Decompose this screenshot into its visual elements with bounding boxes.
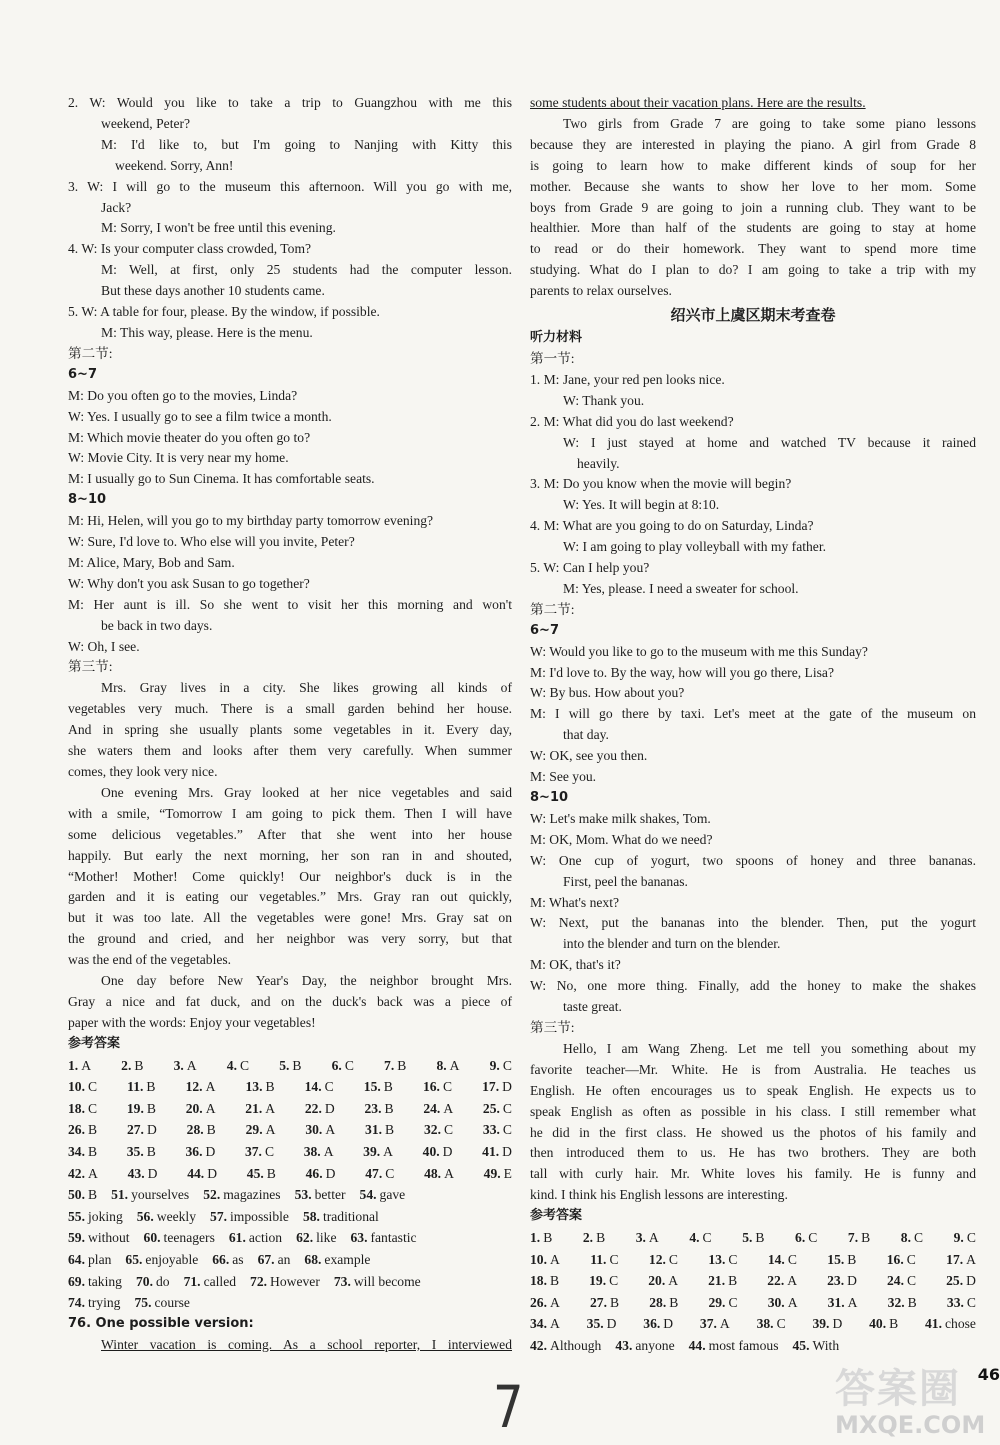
text-line: that day. <box>563 727 609 743</box>
answer-item: 7. B <box>384 1057 407 1073</box>
answer-item: 74. trying <box>68 1295 121 1311</box>
answer-item: 57. impossible <box>210 1208 289 1224</box>
answer-item: 26. B <box>68 1122 98 1138</box>
answer-item: 71. called <box>183 1273 237 1289</box>
text-line: Jack? <box>101 199 132 215</box>
text-line: Hello, I am Wang Zheng. Let me tell you something about my <box>563 1040 976 1056</box>
text-line: M: Do you often go to the movies, Linda? <box>68 387 298 403</box>
text-line: One evening Mrs. Gray looked at her nice vegetables and said <box>101 784 512 800</box>
answer-item: 58. traditional <box>302 1208 379 1224</box>
answer-row <box>530 1313 976 1335</box>
answer-item: 2. B <box>121 1057 144 1073</box>
answer-item: 24. C <box>887 1273 917 1289</box>
answer-item: 15. B <box>363 1079 393 1095</box>
essay-continuation <box>530 93 976 302</box>
answer-item: 9. C <box>953 1230 976 1246</box>
text-line: speak English as often as possible in his class. I still remember what <box>530 1103 976 1119</box>
text-line: mother. Because she wants to show her love to her mom. Some <box>530 178 976 194</box>
answer-row <box>68 1076 512 1098</box>
text-line: taste great. <box>563 999 622 1015</box>
answer-item: 31. B <box>365 1122 395 1138</box>
text-line: M: Alice, Mary, Bob and Sam. <box>68 554 235 570</box>
text-line: favorite teacher—Mr. White. He is from Australia. He teaches us <box>530 1061 976 1077</box>
answer-item: 28. B <box>186 1122 216 1138</box>
text-line: is going to learn how to make different kinds of soup for her <box>530 157 976 173</box>
text-line: parents to relax ourselves. <box>530 283 672 299</box>
text-line: weekend, Peter? <box>101 115 191 131</box>
text-line: W: By bus. How about you? <box>530 685 685 701</box>
text-line: Winter vacation is coming. As a school reporter, I interviewed <box>101 1336 512 1352</box>
text-line: comes, they look very nice. <box>68 764 218 779</box>
text-line: some students about their vacation plans. Here are the results. <box>530 95 866 110</box>
listening-material <box>530 328 976 1227</box>
right-column <box>530 93 976 1357</box>
text-line: M: OK, Mom. What do we need? <box>530 831 713 847</box>
answer-item: 1. B <box>530 1230 553 1246</box>
text-line: W: Why don't you ask Susan to go together? <box>68 575 310 591</box>
answer-item: 13. B <box>245 1079 275 1095</box>
text-line: W: I am going to play volleyball with my father. <box>563 539 827 555</box>
answer-item: 5. B <box>279 1057 302 1073</box>
answer-item: 1. A <box>68 1057 92 1073</box>
text-line: M: Her aunt is ill. So she went to visit her this morning and won't <box>68 596 512 612</box>
answer-row <box>68 1271 512 1293</box>
text-line: 第二节: <box>530 601 575 617</box>
answer-item: 17. A <box>946 1251 976 1267</box>
answer-item: 32. C <box>423 1122 454 1138</box>
answer-item: 23. B <box>364 1100 394 1116</box>
text-line: 5. W: Can I help you? <box>530 560 650 576</box>
text-line: paper with the words: Enjoy your vegetables! <box>68 1014 316 1030</box>
answer-item: 16. C <box>886 1251 916 1267</box>
text-line: kind. I think his English lessons are interesting. <box>530 1187 788 1203</box>
left-answer-key <box>68 1055 512 1314</box>
text-line: be back in two days. <box>101 617 213 633</box>
text-line: he did in the first class. He showed us the photos of his family and <box>530 1124 976 1140</box>
text-line: M: Yes, please. I need a sweater for school. <box>563 580 799 596</box>
text-line: the ground and cried, and her neighbor was very sorry, but that <box>68 931 512 947</box>
answer-item: 43. D <box>127 1165 158 1181</box>
text-line: Mrs. Gray lives in a city. She likes growing all kinds of <box>101 680 512 696</box>
text-line: boys from Grade 9 are going to join a running club. They want to be <box>530 199 976 215</box>
answer-item: 21. B <box>708 1273 738 1289</box>
answer-item: 54. gave <box>359 1187 406 1203</box>
answer-item: 37. A <box>699 1316 730 1332</box>
text-line: heavily. <box>577 455 620 471</box>
text-line: M: Well, at first, only 25 students had the computer lesson. <box>101 262 512 278</box>
answer-item: 44. D <box>187 1165 218 1181</box>
answer-item: 72. However <box>250 1273 320 1289</box>
text-line: Two girls from Grade 7 are going to take some piano lessons <box>563 115 976 131</box>
text-line: 76. One possible version: <box>68 1315 254 1331</box>
text-line: 5. W: A table for four, please. By the window, if possible. <box>68 304 380 320</box>
answer-item: 65. enjoyable <box>125 1252 199 1268</box>
text-line: 听力材料 <box>530 330 583 346</box>
answer-item: 56. weekly <box>136 1208 197 1224</box>
page-number: 46 <box>977 1365 1000 1384</box>
answer-row <box>68 1098 512 1120</box>
answer-item: 11. B <box>127 1079 156 1095</box>
text-line: was the end of the vegetables. <box>68 952 232 968</box>
answer-item: 9. C <box>489 1057 512 1073</box>
answer-item: 43. anyone <box>615 1338 675 1353</box>
answer-row <box>530 1335 976 1357</box>
answer-item: 14. C <box>767 1251 797 1267</box>
text-line: W: Thank you. <box>563 392 645 408</box>
text-line: 3. M: Do you know when the movie will begin? <box>530 476 792 492</box>
answer-item: 73. will become <box>333 1273 421 1289</box>
text-line: some delicious vegetables.” After that she went into her house <box>68 826 512 842</box>
answer-item: 18. B <box>530 1273 560 1289</box>
answer-item: 36. D <box>185 1144 216 1160</box>
answer-row <box>530 1292 976 1314</box>
text-line: 8~10 <box>530 790 569 805</box>
answer-item: 26. A <box>530 1294 560 1310</box>
answer-row <box>530 1227 976 1249</box>
answer-item: 13. C <box>708 1251 738 1267</box>
text-line: then introduced them to us. He has two brothers. They are both <box>530 1145 976 1161</box>
text-line: First, peel the bananas. <box>563 873 688 889</box>
answer-item: 15. B <box>827 1251 857 1267</box>
text-line: W: OK, see you then. <box>530 748 648 764</box>
text-line: M: I will go there by taxi. Let's meet at the gate of the museum on <box>530 706 976 722</box>
answer-item: 40. D <box>422 1144 453 1160</box>
answer-item: 33. C <box>482 1122 512 1138</box>
text-line: 2. M: What did you do last weekend? <box>530 413 734 429</box>
answer-row <box>68 1163 512 1185</box>
text-line: 1. M: Jane, your red pen looks nice. <box>530 371 725 387</box>
text-line: M: Sorry, I won't be free until this evening. <box>101 220 336 236</box>
text-line: 2. W: Would you like to take a trip to Guangzhou with me this <box>68 95 512 110</box>
answer-item: 8. C <box>900 1230 924 1246</box>
answer-item: 38. C <box>756 1316 786 1332</box>
answer-item: 11. C <box>590 1251 619 1267</box>
answer-item: 18. C <box>68 1100 98 1116</box>
answer-item: 63. fantastic <box>350 1230 417 1246</box>
answer-item: 29. A <box>245 1122 276 1138</box>
watermark-text: 答案圈 <box>835 1366 961 1412</box>
answer-item: 4. C <box>226 1057 250 1073</box>
text-line: 6~7 <box>530 622 559 638</box>
answer-item: 10. A <box>530 1251 560 1267</box>
answer-item: 22. A <box>767 1273 798 1289</box>
handwritten-mark: 7 <box>493 1374 524 1442</box>
answer-item: 51. yourselves <box>111 1187 190 1203</box>
text-line: tall with curly hair. Mr. White loves his family. He is funny and <box>530 1166 976 1182</box>
answer-item: 70. do <box>135 1273 170 1289</box>
text-line: 3. W: I will go to the museum this afternoon. Will you go with me, <box>68 178 512 194</box>
answer-item: 44. most famous <box>688 1338 779 1353</box>
answer-item: 48. A <box>424 1165 454 1181</box>
answer-item: 3. A <box>173 1057 197 1073</box>
answer-row <box>68 1227 512 1249</box>
answer-item: 19. C <box>589 1273 619 1289</box>
answer-item: 40. B <box>869 1316 899 1332</box>
answer-item: 45. B <box>246 1165 276 1181</box>
text-line: 第一节: <box>530 350 575 366</box>
answer-item: 62. like <box>296 1230 337 1246</box>
answer-item: 34. B <box>68 1144 98 1160</box>
answer-item: 47. C <box>365 1165 395 1181</box>
answer-item: 19. B <box>126 1100 156 1116</box>
text-line: M: I usually go to Sun Cinema. It has comfortable seats. <box>68 471 375 487</box>
answer-item: 39. D <box>812 1316 843 1332</box>
text-line: weekend. Sorry, Ann! <box>115 157 234 173</box>
text-line: to read or do their homework. They want to spend more time <box>530 241 976 257</box>
text-line: 4. M: What are you going to do on Saturday, Linda? <box>530 518 814 534</box>
answer-item: 41. D <box>482 1144 512 1160</box>
text-line: 第二节: <box>68 345 113 361</box>
answer-item: 53. better <box>294 1187 346 1203</box>
text-line: but it was too late. All the vegetables were gone! Mrs. Gray sat on <box>68 910 512 926</box>
watermark-logo <box>835 1357 1000 1445</box>
text-line: because they are interested in playing the piano. A girl from Grade 8 <box>530 136 976 152</box>
answer-item: 12. A <box>185 1079 216 1095</box>
answer-item: 2. B <box>582 1230 606 1246</box>
answer-row <box>68 1249 512 1271</box>
answer-item: 20. A <box>648 1273 679 1289</box>
answer-item: 30. A <box>767 1294 798 1310</box>
answer-item: 24. A <box>423 1100 454 1116</box>
text-line: 第三节: <box>530 1019 575 1035</box>
answer-item: 27. B <box>589 1294 620 1310</box>
answer-item: 20. A <box>185 1100 216 1116</box>
text-line: M: OK, that's it? <box>530 957 621 973</box>
answer-item: 42. A <box>68 1165 98 1181</box>
text-line: W: Yes. I usually go to see a film twice a month. <box>68 408 332 424</box>
answer-item: 17. D <box>482 1079 512 1095</box>
text-line: M: See you. <box>530 769 597 785</box>
answer-row <box>68 1184 512 1206</box>
answer-item: 30. A <box>305 1122 336 1138</box>
text-line: English. He often encourages us to speak English. He expects us to <box>530 1082 976 1098</box>
text-line: with a smile, “Tomorrow I am going to pick them. Then I will have <box>68 805 512 821</box>
answer-item: 31. A <box>827 1294 858 1310</box>
text-line: 8~10 <box>68 492 107 508</box>
text-line: 4. W: Is your computer class crowded, Tom? <box>68 241 312 257</box>
answer-row <box>68 1055 512 1077</box>
text-line: W: No, one more thing. Finally, add the honey to make the shakes <box>530 978 976 994</box>
answer-item: 21. A <box>245 1100 276 1116</box>
answer-item: 46. D <box>305 1165 336 1181</box>
watermark-url: MXQE.COM <box>835 1411 986 1439</box>
answer-row <box>530 1270 976 1292</box>
answer-item: 75. course <box>134 1295 190 1311</box>
answer-row <box>68 1292 512 1314</box>
answer-item: 35. D <box>586 1316 617 1332</box>
answer-item: 41. chose <box>924 1316 976 1332</box>
text-line: One day before New Year's Day, the neighbor brought Mrs. <box>101 973 512 989</box>
text-line: studying. What do I plan to do? I am going to take a trip with my <box>530 262 976 278</box>
text-line: vegetables very much. There is a small garden behind her house. <box>68 701 512 717</box>
text-line: M: Hi, Helen, will you go to my birthday party tomorrow evening? <box>68 513 434 529</box>
left-text-block <box>68 93 512 1055</box>
answer-item: 61. action <box>228 1230 283 1246</box>
answer-item: 39. A <box>363 1144 393 1160</box>
answer-row <box>68 1119 512 1141</box>
answer-item: 36. D <box>643 1316 674 1332</box>
answer-item: 28. B <box>649 1294 679 1310</box>
text-line: 参考答案 <box>530 1208 583 1224</box>
text-line: into the blender and turn on the blender. <box>563 936 781 952</box>
answer-item: 45. With <box>792 1338 840 1353</box>
text-line: W: Would you like to go to the museum with me this Sunday? <box>530 643 868 659</box>
answer-item: 7. B <box>847 1230 871 1246</box>
answer-row <box>68 1206 512 1228</box>
answer-item: 4. C <box>689 1230 712 1246</box>
text-line: W: Sure, I'd love to. Who else will you invite, Peter? <box>68 534 355 550</box>
right-answer-key <box>530 1227 976 1357</box>
answer-item: 3. A <box>635 1230 659 1246</box>
answer-item: 55. joking <box>68 1208 123 1224</box>
essay-sample <box>68 1314 512 1356</box>
answer-item: 6. C <box>795 1230 818 1246</box>
answer-item: 12. C <box>648 1251 678 1267</box>
text-line: healthier. More than half of the students are going to stay at home <box>530 220 976 236</box>
answer-item: 23. D <box>827 1273 857 1289</box>
answer-item: 32. B <box>887 1294 917 1310</box>
answer-item: 49. E <box>483 1165 512 1181</box>
text-line: W: Next, put the bananas into the blender. Then, put the yogurt <box>530 915 976 931</box>
text-line: 第三节: <box>68 659 113 675</box>
text-line: “Mother! Mother! Come quickly! Our neighbor's duck is in the <box>68 868 512 884</box>
text-line: garden and it is eating our vegetables.” Mrs. Gray ran out quickly, <box>68 889 512 905</box>
text-line: M: What's next? <box>530 894 620 910</box>
text-line: W: I just stayed at home and watched TV because it rained <box>563 434 976 450</box>
answer-item: 69. taking <box>68 1273 122 1289</box>
answer-item: 33. C <box>946 1294 976 1310</box>
answer-item: 6. C <box>331 1057 354 1073</box>
text-line: M: This way, please. Here is the menu. <box>101 324 313 340</box>
answer-item: 38. A <box>303 1144 334 1160</box>
text-line: happily. But early the next morning, her son ran in and shouted, <box>68 847 512 863</box>
answer-item: 27. D <box>126 1122 157 1138</box>
answer-item: 29. C <box>708 1294 738 1310</box>
exam-title: 绍兴市上虞区期末考查卷 <box>670 306 836 325</box>
answer-item: 8. A <box>436 1057 460 1073</box>
text-line: she waters them and looks after them very carefully. When summer <box>68 743 512 759</box>
answer-item: 59. without <box>68 1230 130 1246</box>
answer-item: 50. B <box>68 1187 98 1203</box>
text-line: And in spring she usually plants some vegetables in it. Every day, <box>68 722 512 738</box>
text-line: W: Let's make milk shakes, Tom. <box>530 810 711 826</box>
text-line: M: Which movie theater do you often go to? <box>68 429 311 445</box>
answer-item: 14. C <box>304 1079 334 1095</box>
answer-item: 5. B <box>742 1230 765 1246</box>
answer-item: 60. teenagers <box>143 1230 215 1246</box>
text-line: W: Yes. It will begin at 8:10. <box>563 497 720 513</box>
text-line: W: One cup of yogurt, two spoons of honey and three bananas. <box>530 852 976 868</box>
answer-item: 64. plan <box>68 1252 112 1268</box>
text-line: 参考答案 <box>68 1035 121 1051</box>
left-column <box>68 93 512 1356</box>
answer-item: 42. Although <box>530 1338 602 1353</box>
answer-item: 22. D <box>304 1100 335 1116</box>
answer-item: 10. C <box>68 1079 98 1095</box>
answer-item: 35. B <box>126 1144 156 1160</box>
text-line: M: I'd love to. By the way, how will you go there, Lisa? <box>530 664 834 680</box>
answer-item: 68. example <box>304 1252 371 1268</box>
text-line: 6~7 <box>68 366 97 382</box>
answer-row <box>530 1249 976 1271</box>
answer-item: 16. C <box>422 1079 453 1095</box>
text-line: W: Oh, I see. <box>68 638 140 654</box>
answer-item: 66. as <box>212 1252 244 1268</box>
answer-row <box>68 1141 512 1163</box>
answer-item: 25. D <box>946 1273 976 1289</box>
answer-item: 52. magazines <box>203 1187 281 1203</box>
text-line: Gray a nice and fat duck, and on the duck's back was a piece of <box>68 993 512 1009</box>
answer-item: 34. A <box>530 1316 560 1332</box>
text-line: M: I'd like to, but I'm going to Nanjing with Kitty this <box>101 136 512 152</box>
answer-item: 25. C <box>482 1100 512 1116</box>
text-line: But these days another 10 students came. <box>101 283 325 299</box>
answer-item: 37. C <box>244 1144 275 1160</box>
answer-item: 67. an <box>257 1252 291 1268</box>
text-line: W: Movie City. It is very near my home. <box>68 450 289 466</box>
